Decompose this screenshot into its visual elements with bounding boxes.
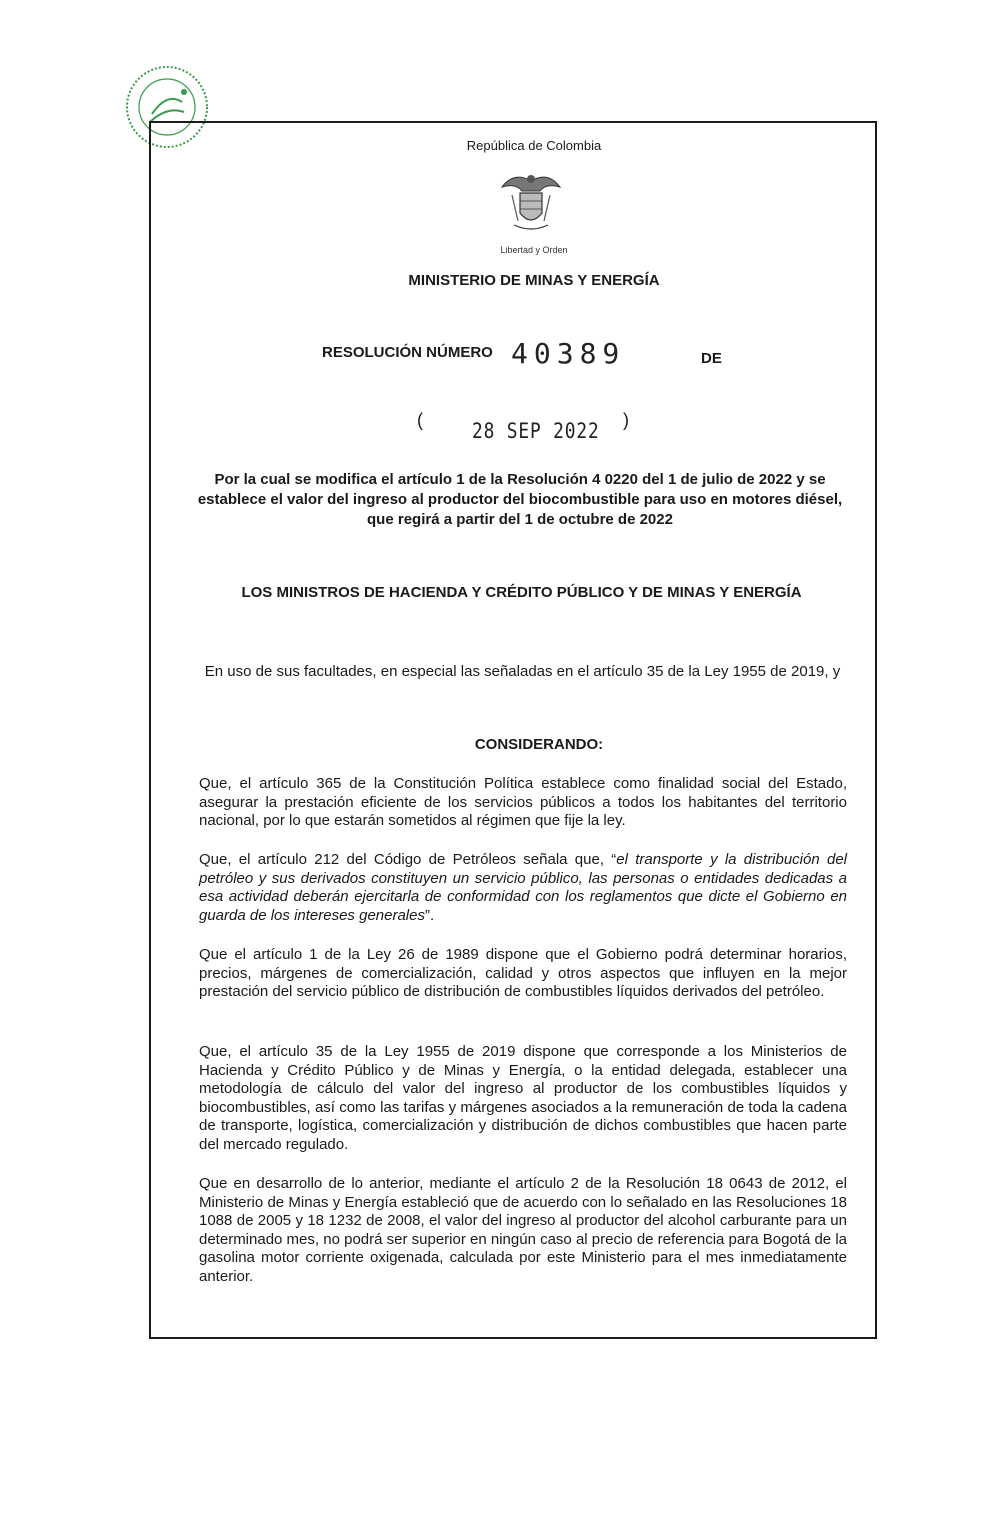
resolution-label: RESOLUCIÓN NÚMERO	[322, 344, 493, 361]
paragraph-2-intro: Que, el artículo 212 del Código de Petróleos señala que, “	[199, 851, 617, 868]
motto: Libertad y Orden	[500, 245, 568, 255]
ministry-heading: MINISTERIO DE MINAS Y ENERGÍA	[408, 272, 660, 289]
document-frame	[149, 121, 877, 1339]
faculties-text: En uso de sus facultades, en especial las señaladas en el artículo 35 de la Ley 1955 de 2019, y	[204, 663, 841, 680]
paragraph-4: Que, el artículo 35 de la Ley 1955 de 2019 dispone que corresponde a los Ministerios de Hacienda y Crédito Público y de Minas y Energía, o la entidad delegada, establecer una metodología de cálculo del valor del ingreso al productor de los combustibles líquidos y biocombustibles, así como las tarifas y márgenes asociados a la remuneración de toda la cadena de transporte, logística, comercialización y distribución de dichos combustibles que hacen parte del mercado regulado.	[199, 1043, 847, 1153]
paragraph-3: Que el artículo 1 de la Ley 26 de 1989 dispone que el Gobierno podrá determinar horarios, precios, márgenes de comercialización, calidad y otros aspectos que influyen en la mejor prestación del servicio público de distribución de combustibles líquidos derivados del petróleo.	[199, 946, 847, 1001]
country-heading: República de Colombia	[466, 138, 602, 153]
paragraph-1: Que, el artículo 365 de la Constitución Política establece como finalidad social del Estado, asegurar la prestación eficiente de los servicios públicos a todos los habitantes del territorio nacional, por lo que estarán sometidos al régimen que fije la ley.	[199, 775, 847, 830]
de-label: DE	[701, 350, 722, 367]
date-close-paren: )	[623, 410, 629, 430]
paragraph-2-end: ”.	[424, 906, 435, 924]
paragraph-2-quote: el transporte y la distribución del petróleo y sus derivados constituyen un servicio público, las personas o entidades dedicadas a esa actividad deberán ejercitarla de conformidad con los reglamentos que dicte el Gobierno en guarda de los intereses generales	[199, 851, 847, 924]
date-stamp: 28 SEP 2022	[472, 419, 600, 443]
coat-of-arms-icon	[494, 165, 568, 239]
considering-heading: CONSIDERANDO:	[474, 736, 604, 753]
resolution-title: Por la cual se modifica el artículo 1 de la Resolución 4 0220 del 1 de julio de 2022 y se establece el valor del ingreso al productor del biocombustible para uso en motores diésel, que regirá a partir del 1 de octubre de 2022	[197, 471, 843, 528]
ministers-heading: LOS MINISTROS DE HACIENDA Y CRÉDITO PÚBLICO Y DE MINAS Y ENERGÍA	[241, 584, 802, 601]
date-open-paren: (	[417, 410, 423, 430]
paragraph-5: Que en desarrollo de lo anterior, mediante el artículo 2 de la Resolución 18 0643 de 2012, el Ministerio de Minas y Energía estableció que de acuerdo con lo señalado en las Resoluciones 18 1088 de 2005 y 18 1232 de 2008, el valor del ingreso al productor del alcohol carburante para un determinado mes, no podrá ser superior en ningún caso al precio de referencia para Bogotá de la gasolina motor corriente oxigenada, calculada por este Ministerio para el mes inmediatamente anterior.	[199, 1175, 847, 1285]
resolution-number: 40389	[511, 337, 626, 370]
paragraph-2	[199, 851, 847, 925]
